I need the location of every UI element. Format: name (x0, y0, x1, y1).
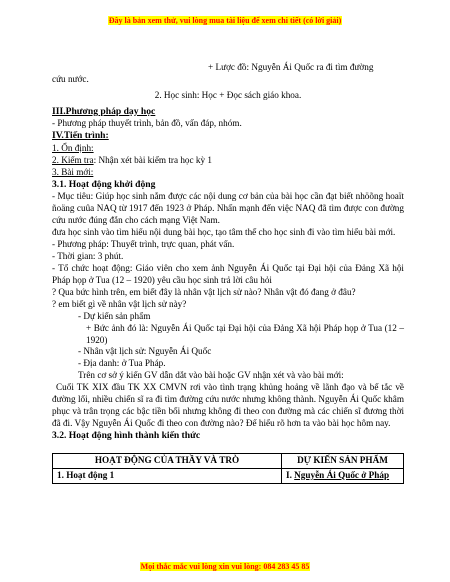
preview-banner: Đây là bản xem thử, vui lòng mua tài liệu để xem chi tiết (có lời giải) (108, 16, 342, 25)
text-line: + Lược đồ: Nguyễn Ái Quốc ra đi tìm đường (208, 62, 374, 72)
table-header-cell: HOẠT ĐỘNG CỦA THẦY VÀ TRÒ (53, 453, 282, 468)
paragraph: - Địa danh: ở Tua Pháp. (78, 358, 166, 369)
step-line (52, 155, 404, 167)
table-cell (282, 468, 404, 483)
paragraph: - Tổ chức hoạt động: Giáo viên cho xem ảnh Nguyễn Ái Quốc tại Đại hội của Đảng Xã hội Pháp họp ở Tua (12 – 1920) yêu cầu học sinh trả lời câu hỏi (52, 262, 404, 285)
paragraph: ? Qua bức hình trên, em biết đây là nhân vật lịch sử nào? Nhân vật đó đang ở đâu? (52, 286, 356, 297)
text-line: cứu nước. (52, 73, 89, 84)
step-text: : Nhận xét bài kiểm tra học kỳ 1 (93, 154, 212, 165)
item-title: Nguyễn Ái Quốc ở Pháp (294, 469, 390, 480)
section-heading: 3.1. Hoạt động khởi động (52, 178, 156, 190)
paragraph: Trên cơ sở ý kiến GV dẫn dắt vào bài hoặc GV nhận xét và vào bài mới: (78, 370, 344, 381)
document-body (52, 62, 404, 484)
paragraph: ? em biết gì về nhân vật lịch sử này? (52, 298, 187, 309)
step-label: 2. Kiểm tra (52, 154, 94, 165)
table-header-row (53, 453, 404, 468)
text-line: - Phương pháp thuyết trình, bản đồ, vấn đáp, nhóm. (52, 118, 242, 129)
activity-table (52, 453, 404, 484)
text-line: 2. Học sinh: Học + Đọc sách giáo khoa. (154, 89, 302, 100)
table-header-cell: DỰ KIẾN SẢN PHẨM (282, 453, 404, 468)
paragraph: đưa học sinh vào tìm hiểu nội dung bài học, tạo tâm thế cho học sinh đi vào tìm hiểu bài mới. (52, 226, 396, 237)
paragraph: Cuối TK XIX đầu TK XX CMVN rơi vào tình trạng khủng hoảng về lãnh đạo và bế tắc về đường lối, nhiều chiến sĩ ra đi tìm đường cứu nước nhưng không thành. Nguyễn Ái Quốc khâm phục và trân trọng các bậc tiền bối nhưng không đi theo con đường mà các chiến sĩ đương thời đã đi. Vậy Nguyễn Ái Quốc đi theo con đường nào? Để hiểu rõ hơn ta vào bài học hôm nay. (52, 382, 404, 429)
step-line: 1. Ổn định: (52, 142, 94, 153)
step-line: 3. Bài mới: (52, 166, 94, 177)
section-heading: IV.Tiến trình: (52, 130, 109, 142)
paragraph: - Thời gian: 3 phút. (52, 250, 124, 261)
paragraph: + Bức ảnh đó là: Nguyễn Ái Quốc tại Đại hội của Đảng Xã hội Pháp họp ở Tua (12 – 1920) (86, 322, 404, 345)
paragraph: - Dự kiến sản phẩm (78, 310, 151, 321)
paragraph: - Phương pháp: Thuyết trình, trực quan, phát vấn. (52, 238, 235, 249)
section-heading: III.Phương pháp dạy học (52, 105, 156, 117)
item-number: I. (286, 469, 292, 480)
table-row (53, 468, 404, 483)
section-heading: 3.2. Hoạt động hình thành kiến thức (52, 430, 201, 442)
table-cell: 1. Hoạt động 1 (53, 468, 282, 483)
paragraph: - Mục tiêu: Giúp học sinh nắm được các nội dung cơ bản của bài học cần đạt biết nhöõng hoaït ñoäng cuûa NAQ từ 1917 đến 1923 ở Pháp. Nhấn mạnh đến việc NAQ đã tìm được con đường cứu nước đúng đắn cho cách mạng Việt Nam. (52, 191, 404, 225)
contact-banner: Mọi thắc mắc vui lòng xin vui lòng: 084 283 45 85 (140, 562, 310, 571)
paragraph: - Nhân vật lịch sử: Nguyễn Ái Quốc (78, 346, 212, 357)
